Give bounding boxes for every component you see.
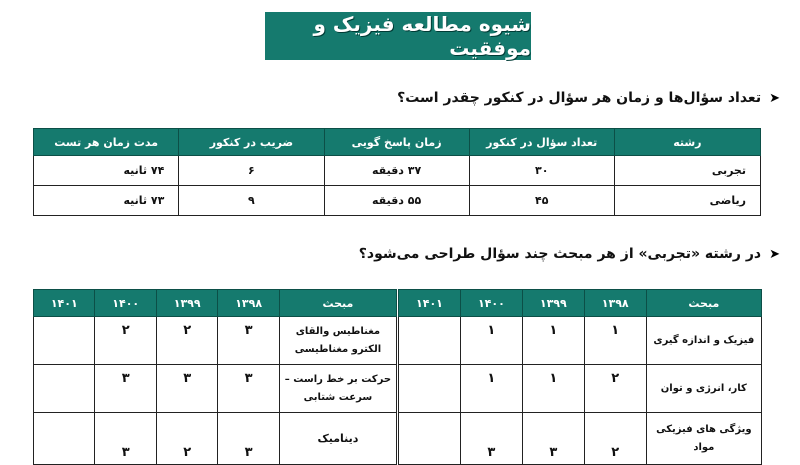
cell: ۲	[156, 413, 217, 465]
cell: حرکت بر خط راست – سرعت شتابی	[279, 365, 396, 413]
cell: دینامیک	[279, 413, 396, 465]
cell: ۳	[218, 365, 279, 413]
question-2	[359, 246, 780, 262]
cell: ۴۵	[469, 186, 614, 216]
cell: ۳	[156, 365, 217, 413]
cell	[34, 317, 95, 365]
table-row	[34, 413, 397, 465]
header-year: ۱۳۹۹	[156, 290, 217, 317]
header-topic: مبحث	[646, 290, 761, 317]
header-year: ۱۴۰۱	[34, 290, 95, 317]
table-row	[34, 156, 761, 186]
cell: ۶	[179, 156, 324, 186]
header-time-per-test: مدت زمان هر تست	[34, 129, 179, 156]
table-row	[399, 317, 762, 365]
cell: ۳	[95, 365, 156, 413]
cell: ۵۵ دقیقه	[324, 186, 469, 216]
cell	[34, 365, 95, 413]
header-year: ۱۴۰۰	[460, 290, 522, 317]
cell: کار، انرژی و توان	[646, 365, 761, 413]
header-year: ۱۴۰۱	[399, 290, 461, 317]
arrow-icon: ➤	[769, 90, 780, 106]
cell: ۳	[522, 413, 584, 465]
table-row	[399, 413, 762, 465]
cell: ۱	[460, 365, 522, 413]
cell	[399, 413, 461, 465]
cell: ۹	[179, 186, 324, 216]
header-year: ۱۴۰۰	[95, 290, 156, 317]
header-question-count: تعداد سؤال در کنکور	[469, 129, 614, 156]
cell: ۳	[218, 317, 279, 365]
header-topic: مبحث	[279, 290, 396, 317]
cell: ۲	[584, 413, 646, 465]
cell: ۱	[522, 317, 584, 365]
question-1-text: تعداد سؤال‌ها و زمان هر سؤال در کنکور چقدر است؟	[397, 90, 762, 106]
cell: ۱	[460, 317, 522, 365]
cell: مغناطیس والقای الکترو مغناطیسی	[279, 317, 396, 365]
header-year: ۱۳۹۸	[584, 290, 646, 317]
table-header-row	[399, 290, 762, 317]
cell: ۳	[95, 413, 156, 465]
cell: ۲	[584, 365, 646, 413]
table-row	[399, 365, 762, 413]
cell: ویژگی های فیزیکی مواد	[646, 413, 761, 465]
cell: ۱	[522, 365, 584, 413]
table-header-row	[34, 290, 397, 317]
cell: تجربی	[614, 156, 760, 186]
cell: ۲	[95, 317, 156, 365]
cell: ۷۴ ثانیه	[34, 156, 179, 186]
page-title: شیوه مطالعه فیزیک و موفقیت	[265, 12, 531, 60]
cell	[399, 365, 461, 413]
table-row	[34, 186, 761, 216]
cell: ۷۳ ثانیه	[34, 186, 179, 216]
arrow-icon: ➤	[769, 246, 780, 262]
header-field: رشته	[614, 129, 760, 156]
cell: ۳۷ دقیقه	[324, 156, 469, 186]
header-year: ۱۳۹۹	[522, 290, 584, 317]
cell: ۱	[584, 317, 646, 365]
cell: ۲	[156, 317, 217, 365]
cell: فیزیک و اندازه گیری	[646, 317, 761, 365]
cell	[34, 413, 95, 465]
cell: ریاضی	[614, 186, 760, 216]
table-header-row	[34, 129, 761, 156]
exam-table	[33, 128, 761, 216]
header-answer-time: زمان پاسخ گویی	[324, 129, 469, 156]
topics-table-right	[398, 289, 762, 465]
topics-table-left	[33, 289, 397, 465]
cell	[399, 317, 461, 365]
table-row	[34, 365, 397, 413]
header-year: ۱۳۹۸	[218, 290, 279, 317]
cell: ۳	[460, 413, 522, 465]
question-2-text: در رشته «تجربی» از هر مبحث چند سؤال طراحی می‌شود؟	[358, 246, 762, 262]
cell: ۳	[218, 413, 279, 465]
cell: ۳۰	[469, 156, 614, 186]
question-1	[397, 90, 780, 106]
header-coefficient: ضریب در کنکور	[179, 129, 324, 156]
table-row	[34, 317, 397, 365]
